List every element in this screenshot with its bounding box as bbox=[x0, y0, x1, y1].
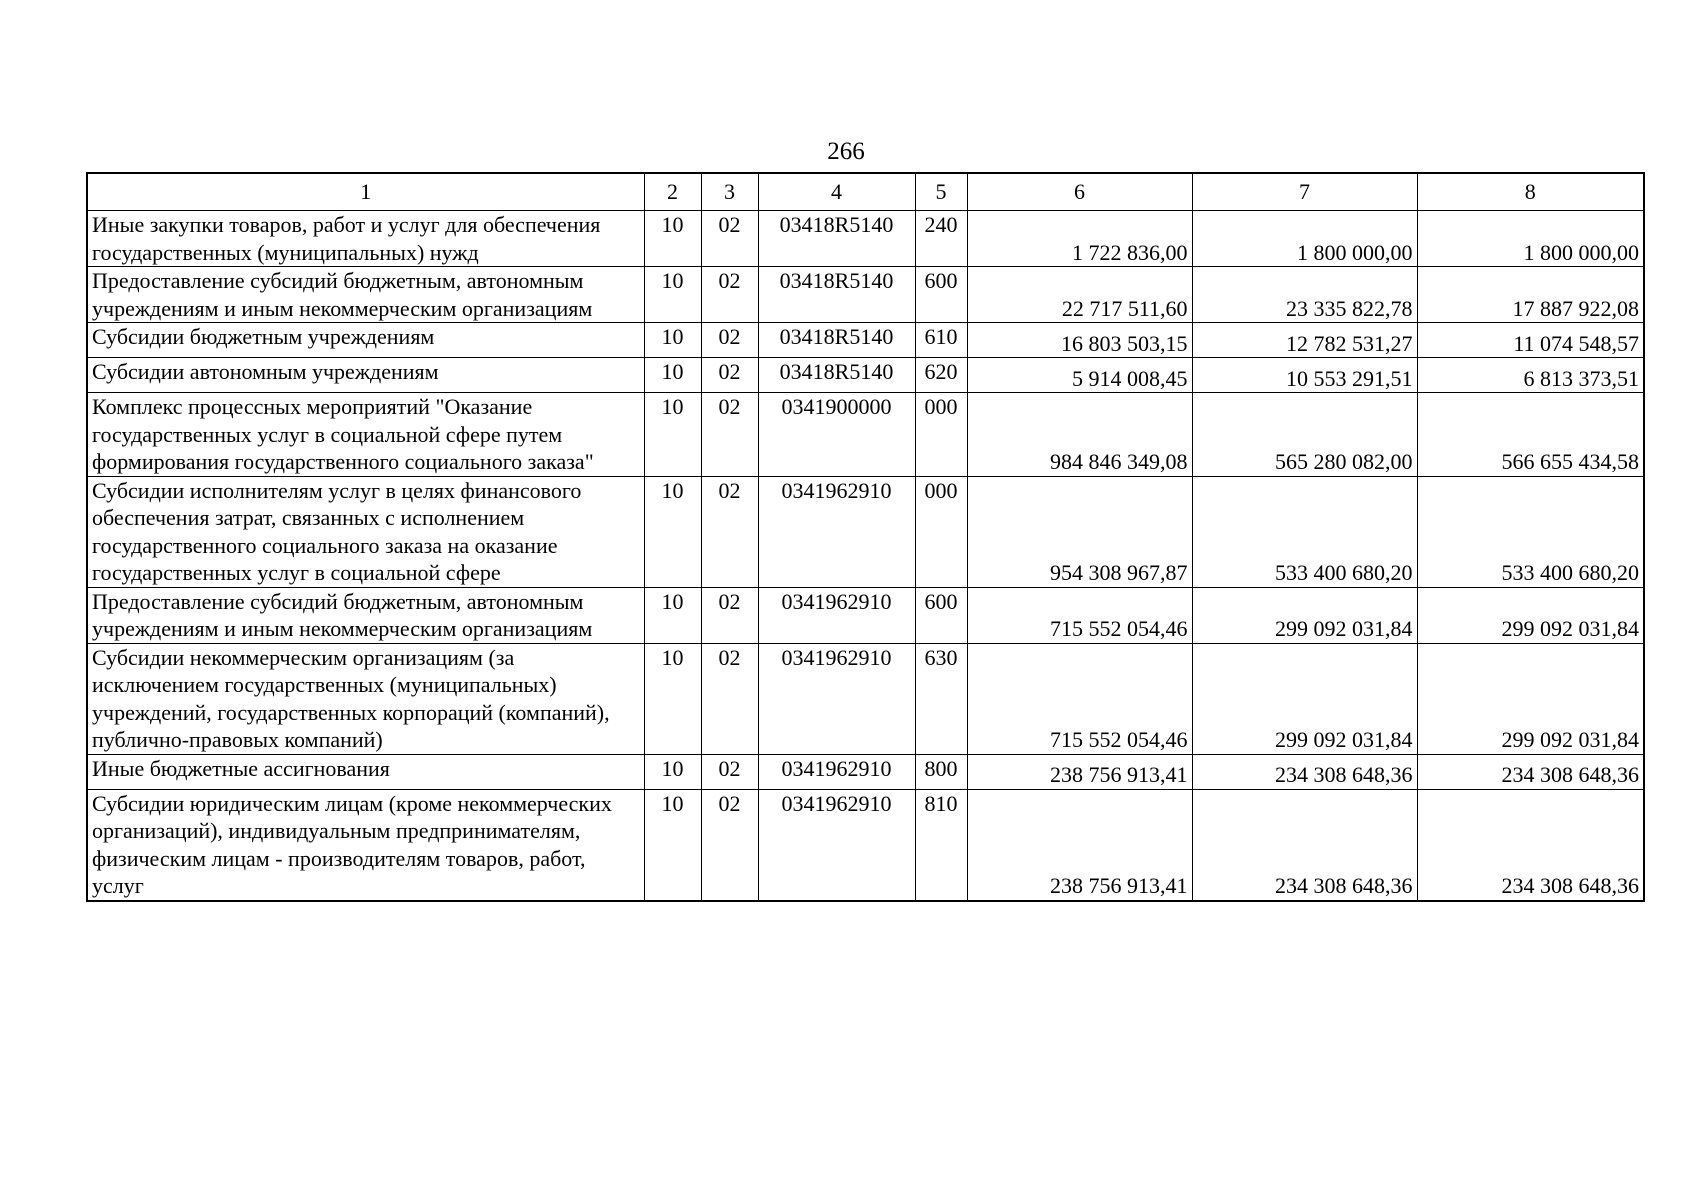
row-amount-col-7: 533 400 680,20 bbox=[1192, 476, 1417, 587]
row-section: 10 bbox=[644, 393, 701, 477]
row-target-article: 0341900000 bbox=[758, 393, 915, 477]
header-col-7: 7 bbox=[1192, 173, 1417, 211]
row-target-article: 0341962910 bbox=[758, 789, 915, 901]
row-name: Иные закупки товаров, работ и услуг для обеспечения государственных (муниципальных) нужд bbox=[87, 211, 644, 267]
row-subsection: 02 bbox=[701, 754, 758, 789]
header-col-4: 4 bbox=[758, 173, 915, 211]
table-row bbox=[87, 587, 1644, 643]
row-amount-col-6: 238 756 913,41 bbox=[967, 789, 1192, 901]
header-col-2: 2 bbox=[644, 173, 701, 211]
table-row bbox=[87, 476, 1644, 587]
row-name: Субсидии автономным учреждениям bbox=[87, 358, 644, 393]
row-target-article: 03418R5140 bbox=[758, 358, 915, 393]
row-amount-col-6: 16 803 503,15 bbox=[967, 323, 1192, 358]
row-amount-col-6: 984 846 349,08 bbox=[967, 393, 1192, 477]
row-subsection: 02 bbox=[701, 358, 758, 393]
row-amount-col-8: 234 308 648,36 bbox=[1417, 754, 1644, 789]
header-col-8: 8 bbox=[1417, 173, 1644, 211]
row-name: Субсидии некоммерческим организациям (за исключением государственных (муниципальных) учреждений, государственных корпораций (компаний), публично-правовых компаний) bbox=[87, 643, 644, 754]
row-section: 10 bbox=[644, 643, 701, 754]
row-expense-type: 000 bbox=[915, 393, 967, 477]
row-subsection: 02 bbox=[701, 393, 758, 477]
table-row bbox=[87, 323, 1644, 358]
row-amount-col-7: 23 335 822,78 bbox=[1192, 267, 1417, 323]
row-target-article: 0341962910 bbox=[758, 643, 915, 754]
row-section: 10 bbox=[644, 476, 701, 587]
table-row bbox=[87, 643, 1644, 754]
row-amount-col-7: 234 308 648,36 bbox=[1192, 789, 1417, 901]
row-section: 10 bbox=[644, 789, 701, 901]
row-subsection: 02 bbox=[701, 587, 758, 643]
row-amount-col-8: 566 655 434,58 bbox=[1417, 393, 1644, 477]
row-amount-col-8: 17 887 922,08 bbox=[1417, 267, 1644, 323]
table-row bbox=[87, 358, 1644, 393]
row-amount-col-8: 299 092 031,84 bbox=[1417, 643, 1644, 754]
page-number: 266 bbox=[827, 138, 865, 165]
table-row bbox=[87, 211, 1644, 267]
row-expense-type: 600 bbox=[915, 587, 967, 643]
row-subsection: 02 bbox=[701, 211, 758, 267]
row-amount-col-7: 234 308 648,36 bbox=[1192, 754, 1417, 789]
row-amount-col-6: 5 914 008,45 bbox=[967, 358, 1192, 393]
row-amount-col-7: 12 782 531,27 bbox=[1192, 323, 1417, 358]
row-amount-col-6: 238 756 913,41 bbox=[967, 754, 1192, 789]
row-subsection: 02 bbox=[701, 267, 758, 323]
row-amount-col-8: 299 092 031,84 bbox=[1417, 587, 1644, 643]
row-name: Субсидии юридическим лицам (кроме некоммерческих организаций), индивидуальным предпринимателям, физическим лицам - производителям товаров, работ, услуг bbox=[87, 789, 644, 901]
header-col-3: 3 bbox=[701, 173, 758, 211]
row-expense-type: 630 bbox=[915, 643, 967, 754]
row-amount-col-6: 1 722 836,00 bbox=[967, 211, 1192, 267]
header-col-6: 6 bbox=[967, 173, 1192, 211]
row-subsection: 02 bbox=[701, 476, 758, 587]
header-col-1: 1 bbox=[87, 173, 644, 211]
row-target-article: 0341962910 bbox=[758, 476, 915, 587]
row-name: Субсидии бюджетным учреждениям bbox=[87, 323, 644, 358]
row-amount-col-8: 533 400 680,20 bbox=[1417, 476, 1644, 587]
row-section: 10 bbox=[644, 587, 701, 643]
row-subsection: 02 bbox=[701, 789, 758, 901]
row-section: 10 bbox=[644, 358, 701, 393]
row-target-article: 0341962910 bbox=[758, 754, 915, 789]
row-expense-type: 600 bbox=[915, 267, 967, 323]
table-row bbox=[87, 267, 1644, 323]
row-amount-col-7: 299 092 031,84 bbox=[1192, 643, 1417, 754]
row-name: Предоставление субсидий бюджетным, автономным учреждениям и иным некоммерческим организациям bbox=[87, 587, 644, 643]
row-name: Предоставление субсидий бюджетным, автономным учреждениям и иным некоммерческим организациям bbox=[87, 267, 644, 323]
row-target-article: 03418R5140 bbox=[758, 323, 915, 358]
row-amount-col-6: 715 552 054,46 bbox=[967, 643, 1192, 754]
row-amount-col-7: 299 092 031,84 bbox=[1192, 587, 1417, 643]
row-expense-type: 240 bbox=[915, 211, 967, 267]
header-row bbox=[87, 173, 1644, 211]
row-amount-col-7: 10 553 291,51 bbox=[1192, 358, 1417, 393]
row-section: 10 bbox=[644, 323, 701, 358]
row-expense-type: 620 bbox=[915, 358, 967, 393]
row-amount-col-6: 954 308 967,87 bbox=[967, 476, 1192, 587]
row-amount-col-6: 715 552 054,46 bbox=[967, 587, 1192, 643]
table-row bbox=[87, 754, 1644, 789]
row-subsection: 02 bbox=[701, 323, 758, 358]
budget-table bbox=[86, 172, 1645, 902]
header-col-5: 5 bbox=[915, 173, 967, 211]
row-expense-type: 000 bbox=[915, 476, 967, 587]
row-amount-col-8: 11 074 548,57 bbox=[1417, 323, 1644, 358]
row-section: 10 bbox=[644, 754, 701, 789]
row-name: Иные бюджетные ассигнования bbox=[87, 754, 644, 789]
row-expense-type: 800 bbox=[915, 754, 967, 789]
row-section: 10 bbox=[644, 211, 701, 267]
row-amount-col-8: 1 800 000,00 bbox=[1417, 211, 1644, 267]
row-section: 10 bbox=[644, 267, 701, 323]
row-name: Субсидии исполнителям услуг в целях финансового обеспечения затрат, связанных с исполнением государственного социального заказа на оказание государственных услуг в социальной сфере bbox=[87, 476, 644, 587]
row-target-article: 03418R5140 bbox=[758, 267, 915, 323]
table-row bbox=[87, 393, 1644, 477]
row-name: Комплекс процессных мероприятий "Оказание государственных услуг в социальной сфере путем формирования государственного социального заказа" bbox=[87, 393, 644, 477]
row-target-article: 03418R5140 bbox=[758, 211, 915, 267]
row-amount-col-6: 22 717 511,60 bbox=[967, 267, 1192, 323]
table-row bbox=[87, 789, 1644, 901]
row-expense-type: 610 bbox=[915, 323, 967, 358]
row-amount-col-8: 234 308 648,36 bbox=[1417, 789, 1644, 901]
row-expense-type: 810 bbox=[915, 789, 967, 901]
row-amount-col-7: 565 280 082,00 bbox=[1192, 393, 1417, 477]
row-amount-col-7: 1 800 000,00 bbox=[1192, 211, 1417, 267]
row-subsection: 02 bbox=[701, 643, 758, 754]
row-target-article: 0341962910 bbox=[758, 587, 915, 643]
row-amount-col-8: 6 813 373,51 bbox=[1417, 358, 1644, 393]
